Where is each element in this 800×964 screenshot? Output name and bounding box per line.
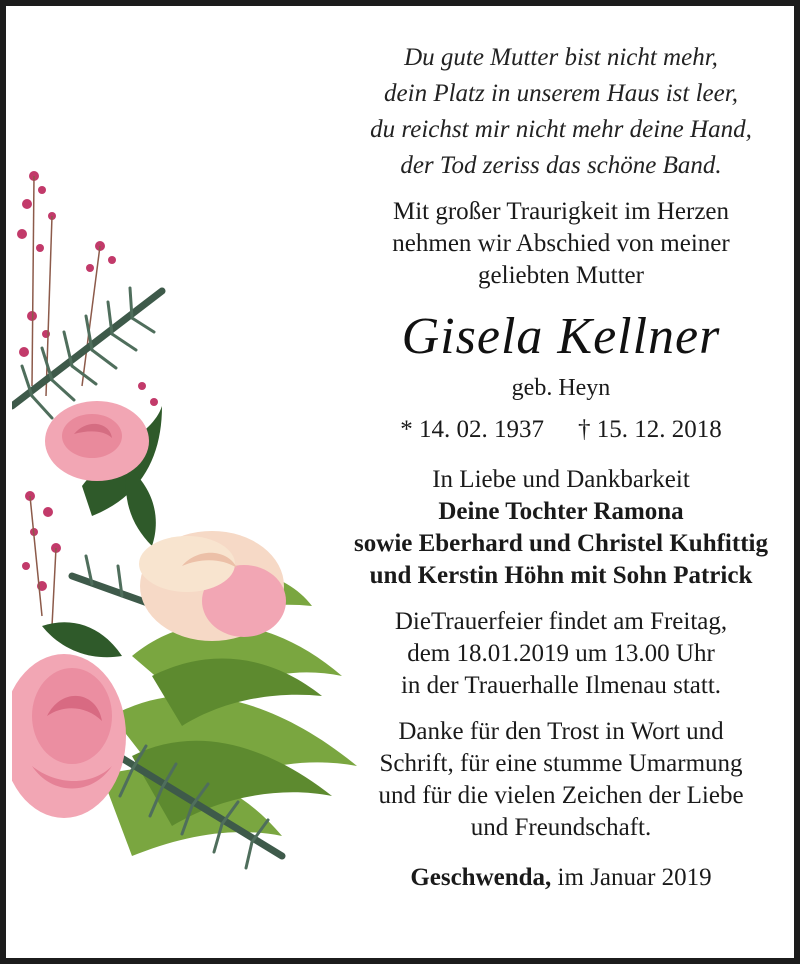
mourner-line: und Kerstin Höhn mit Sohn Patrick [369, 562, 753, 589]
funeral-notice [322, 606, 800, 702]
poem-line: Du gute Mutter bist nicht mehr, [404, 44, 718, 71]
thanks-line: und Freundschaft. [470, 814, 652, 841]
thanks-line: Danke für den Trost in Wort und [398, 718, 724, 745]
mourner-line: Deine Tochter Ramona [438, 498, 684, 525]
flower-arrangement-image [12, 156, 372, 896]
mourner-line: sowie Eberhard und Christel Kuhfittig [354, 530, 768, 557]
intro-line: Mit großer Traurigkeit im Herzen [392, 198, 730, 225]
life-dates [322, 410, 800, 450]
death-date: † 15. 12. 2018 [578, 416, 722, 443]
intro-text [322, 196, 800, 292]
intro-line: nehmen wir Abschied von meiner [392, 230, 730, 257]
poem-line: dein Platz in unserem Haus ist leer, [384, 80, 738, 107]
poem-line: der Tod zeriss das schöne Band. [400, 152, 722, 179]
deceased-name: Gisela Kellner [401, 308, 721, 365]
intro-line: geliebten Mutter [478, 262, 644, 289]
birth-date: * 14. 02. 1937 [400, 416, 544, 443]
poem-line: du reichst mir nicht mehr deine Hand, [370, 116, 752, 143]
obituary-text [322, 12, 800, 894]
funeral-line: DieTrauerfeier findet am Freitag, [394, 608, 728, 635]
mourners [322, 464, 800, 592]
mourners-intro: In Liebe und Dankbarkeit [432, 466, 690, 493]
maiden-name: geb. Heyn [511, 375, 611, 401]
funeral-line: in der Trauerhalle Ilmenau statt. [400, 672, 722, 699]
heather-sprigs [17, 171, 158, 591]
thanks-line: und für die vielen Zeichen der Liebe [378, 782, 744, 809]
thanks-text [322, 716, 800, 844]
notice-date: im Januar 2019 [551, 864, 712, 891]
funeral-line: dem 18.01.2019 um 13.00 Uhr [407, 640, 715, 667]
place-and-date [322, 862, 800, 894]
thanks-line: Schrift, für eine stumme Umarmung [379, 750, 743, 777]
poem [322, 40, 800, 184]
town: Geschwenda, [410, 864, 552, 891]
